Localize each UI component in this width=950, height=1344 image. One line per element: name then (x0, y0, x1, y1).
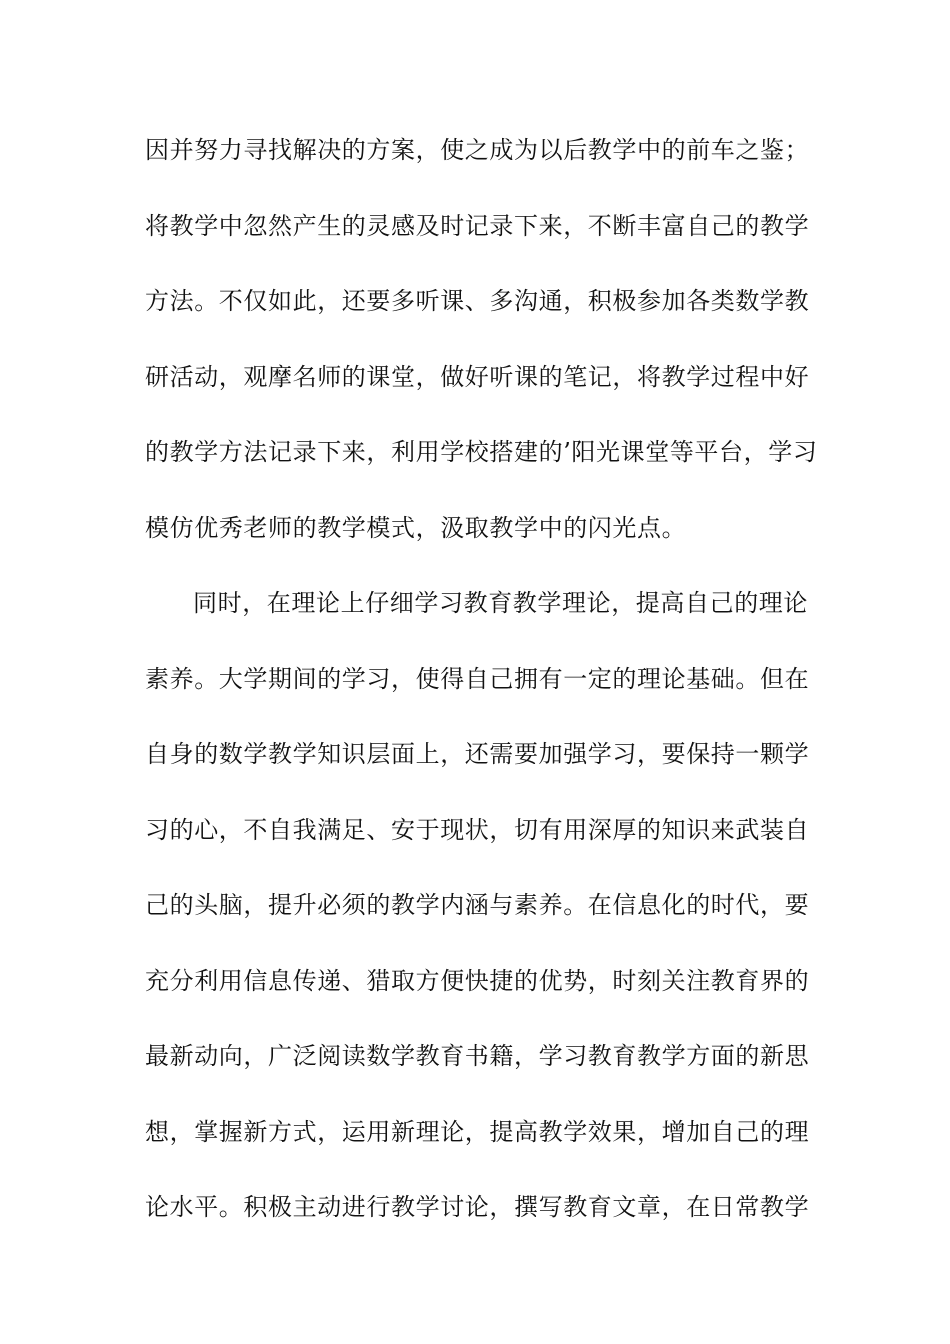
document-body (145, 120, 818, 1253)
text-line: 习的心，不自我满足、安于现状，切有用深厚的知识来武装自 (145, 815, 810, 844)
text-line: 同时，在理论上仔细学习教育教学理论，提高自己的理论 (193, 589, 808, 617)
text-line: 方法。不仅如此，还要多听课、多沟通，积极参加各类数学教 (145, 287, 810, 315)
text-line: 自身的数学教学知识层面上，还需要加强学习，要保持一颗学 (145, 740, 810, 768)
text-line: 素养。大学期间的学习，使得自己拥有一定的理论基础。但在 (145, 664, 810, 693)
text-line: 充分利用信息传递、猎取方便快捷的优势，时刻关注教育界的 (145, 966, 810, 995)
paragraph-2 (145, 573, 815, 1253)
text-line: 将教学中忽然产生的灵感及时记录下来，不断丰富自己的教学 (145, 211, 810, 240)
text-line: 想，掌握新方式，运用新理论，提高教学效果，增加自己的理 (145, 1117, 810, 1146)
text-line: 模仿优秀老师的教学模式，汲取教学中的闪光点。 (145, 513, 687, 542)
text-line: 研活动，观摩名师的课堂，做好听课的笔记，将教学过程中好 (145, 362, 810, 391)
text-line: 的教学方法记录下来，利用学校搭建的’阳光课堂等平台，学习 (145, 438, 818, 466)
text-line: 因并努力寻找解决的方案，使之成为以后教学中的前车之鉴； (145, 136, 810, 164)
text-line: 己的头脑，提升必须的教学内涵与素养。在信息化的时代，要 (145, 891, 810, 919)
paragraph-1 (145, 120, 818, 573)
text-line: 最新动向，广泛阅读数学教育书籍，学习教育教学方面的新思 (145, 1042, 810, 1070)
text-line: 论水平。积极主动进行教学讨论，撰写教育文章，在日常教学 (145, 1193, 810, 1221)
